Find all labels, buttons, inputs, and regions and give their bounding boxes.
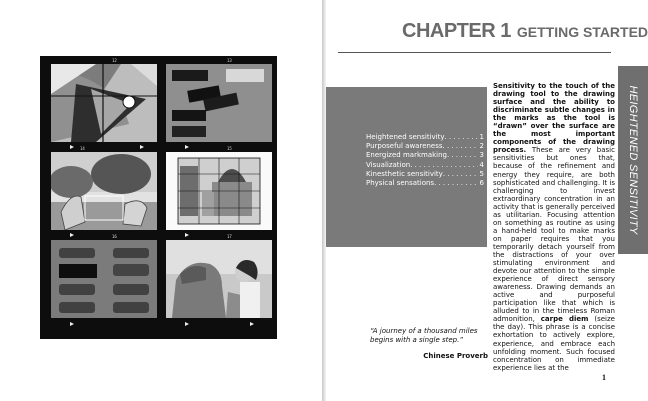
chapter-side-tab	[618, 66, 648, 254]
hands-image	[51, 152, 157, 230]
toc-item-number: 2	[479, 142, 484, 151]
toc-item-label: Visualization	[366, 160, 411, 169]
toc-item-label: Heightened sensitivity	[366, 133, 445, 141]
chapter-number: CHAPTER 1	[402, 20, 511, 42]
page-number: 1	[602, 373, 606, 382]
toc-item-label: Physical sensations	[366, 179, 435, 188]
left-page	[0, 0, 322, 401]
frame-number: 13	[227, 58, 232, 63]
photo-frame-geometric-abstract	[51, 64, 157, 142]
toc-item[interactable]	[366, 161, 484, 170]
toc-item[interactable]	[366, 170, 484, 179]
frame-number: 14	[80, 146, 85, 151]
toc-item-label: Kinesthetic sensitivity	[366, 169, 443, 178]
toc-item-number: 3	[479, 151, 484, 160]
body-text	[493, 82, 615, 372]
chapter-title: GETTING STARTED	[516, 24, 648, 40]
frame-number: 12	[112, 58, 117, 63]
toc-item-number: 6	[479, 179, 484, 188]
cathedral-grid-image	[166, 152, 272, 230]
frame-number: 17	[227, 234, 232, 239]
epigraph-quote: “A journey of a thousand miles begins with a single step.”	[370, 327, 478, 344]
toc-item-number: 1	[479, 133, 484, 141]
photo-frame-dark-rectangles	[166, 64, 272, 142]
epigraph-author: Chinese Proverb	[423, 352, 488, 360]
geometric-abstract-image	[51, 64, 157, 142]
photo-frame-hands-viewfinder	[51, 152, 157, 230]
toc-item[interactable]	[366, 142, 484, 151]
emphasis-carpe-diem: carpe diem	[540, 315, 589, 324]
frame-number: 16	[112, 234, 117, 239]
right-page	[326, 0, 648, 401]
toc-item[interactable]	[366, 151, 484, 160]
contact-sheet	[40, 56, 277, 339]
blurred-rectangles-image	[51, 240, 157, 318]
photo-frame-sphinx	[166, 240, 272, 318]
photo-frame-gridded-cathedral	[166, 152, 272, 230]
body-paragraph-part-1: These are very basic sensitivities but ones that, because of the refinement and energy they require, are both sophisticated and challenging. It is challenging to invest extraordinary concentration in an activity that is generally perceived as utilitarian. Focusing attention on something as routine as using a hand-held tool to make marks on paper requires that you temporarily detach yourself from the distractions of your over stimulating environment and devote our attention to the simple experience of direct sensory awareness. Drawing demands an active and purposeful participation like that which is alluded to in the timeless Roman admonition,	[493, 146, 615, 324]
rectangles-image	[166, 64, 272, 142]
heading-rule	[338, 52, 611, 53]
toc-item-number: 4	[479, 160, 484, 169]
toc-item[interactable]	[366, 133, 484, 142]
toc-list	[366, 133, 484, 188]
toc-item-label: Purposeful awareness	[366, 142, 443, 151]
side-tab-label: HEIGHTENED SENSITIVITY	[627, 85, 639, 235]
toc-box	[326, 87, 487, 247]
toc-item-label: Energized markmaking	[366, 151, 447, 160]
chapter-heading	[402, 20, 648, 43]
body-paragraph-part-2: (seize the day). This phrase is a concise exhortation to actively explore, experience, and embrace each unfolding moment. Such focused concentration on immediate experience lies at the	[493, 315, 615, 372]
sphinx-image	[166, 240, 272, 318]
photo-frame-blurred-rectangles	[51, 240, 157, 318]
frame-number: 15	[227, 146, 232, 151]
toc-item-number: 5	[479, 169, 484, 178]
lead-paragraph: Sensitivity to the touch of the drawing tool to the drawing surface and the ability to discriminate subtle changes in the marks as the tool is “drawn” over the surface are the most important components of the drawing process.	[493, 82, 615, 155]
toc-item[interactable]	[366, 179, 484, 188]
